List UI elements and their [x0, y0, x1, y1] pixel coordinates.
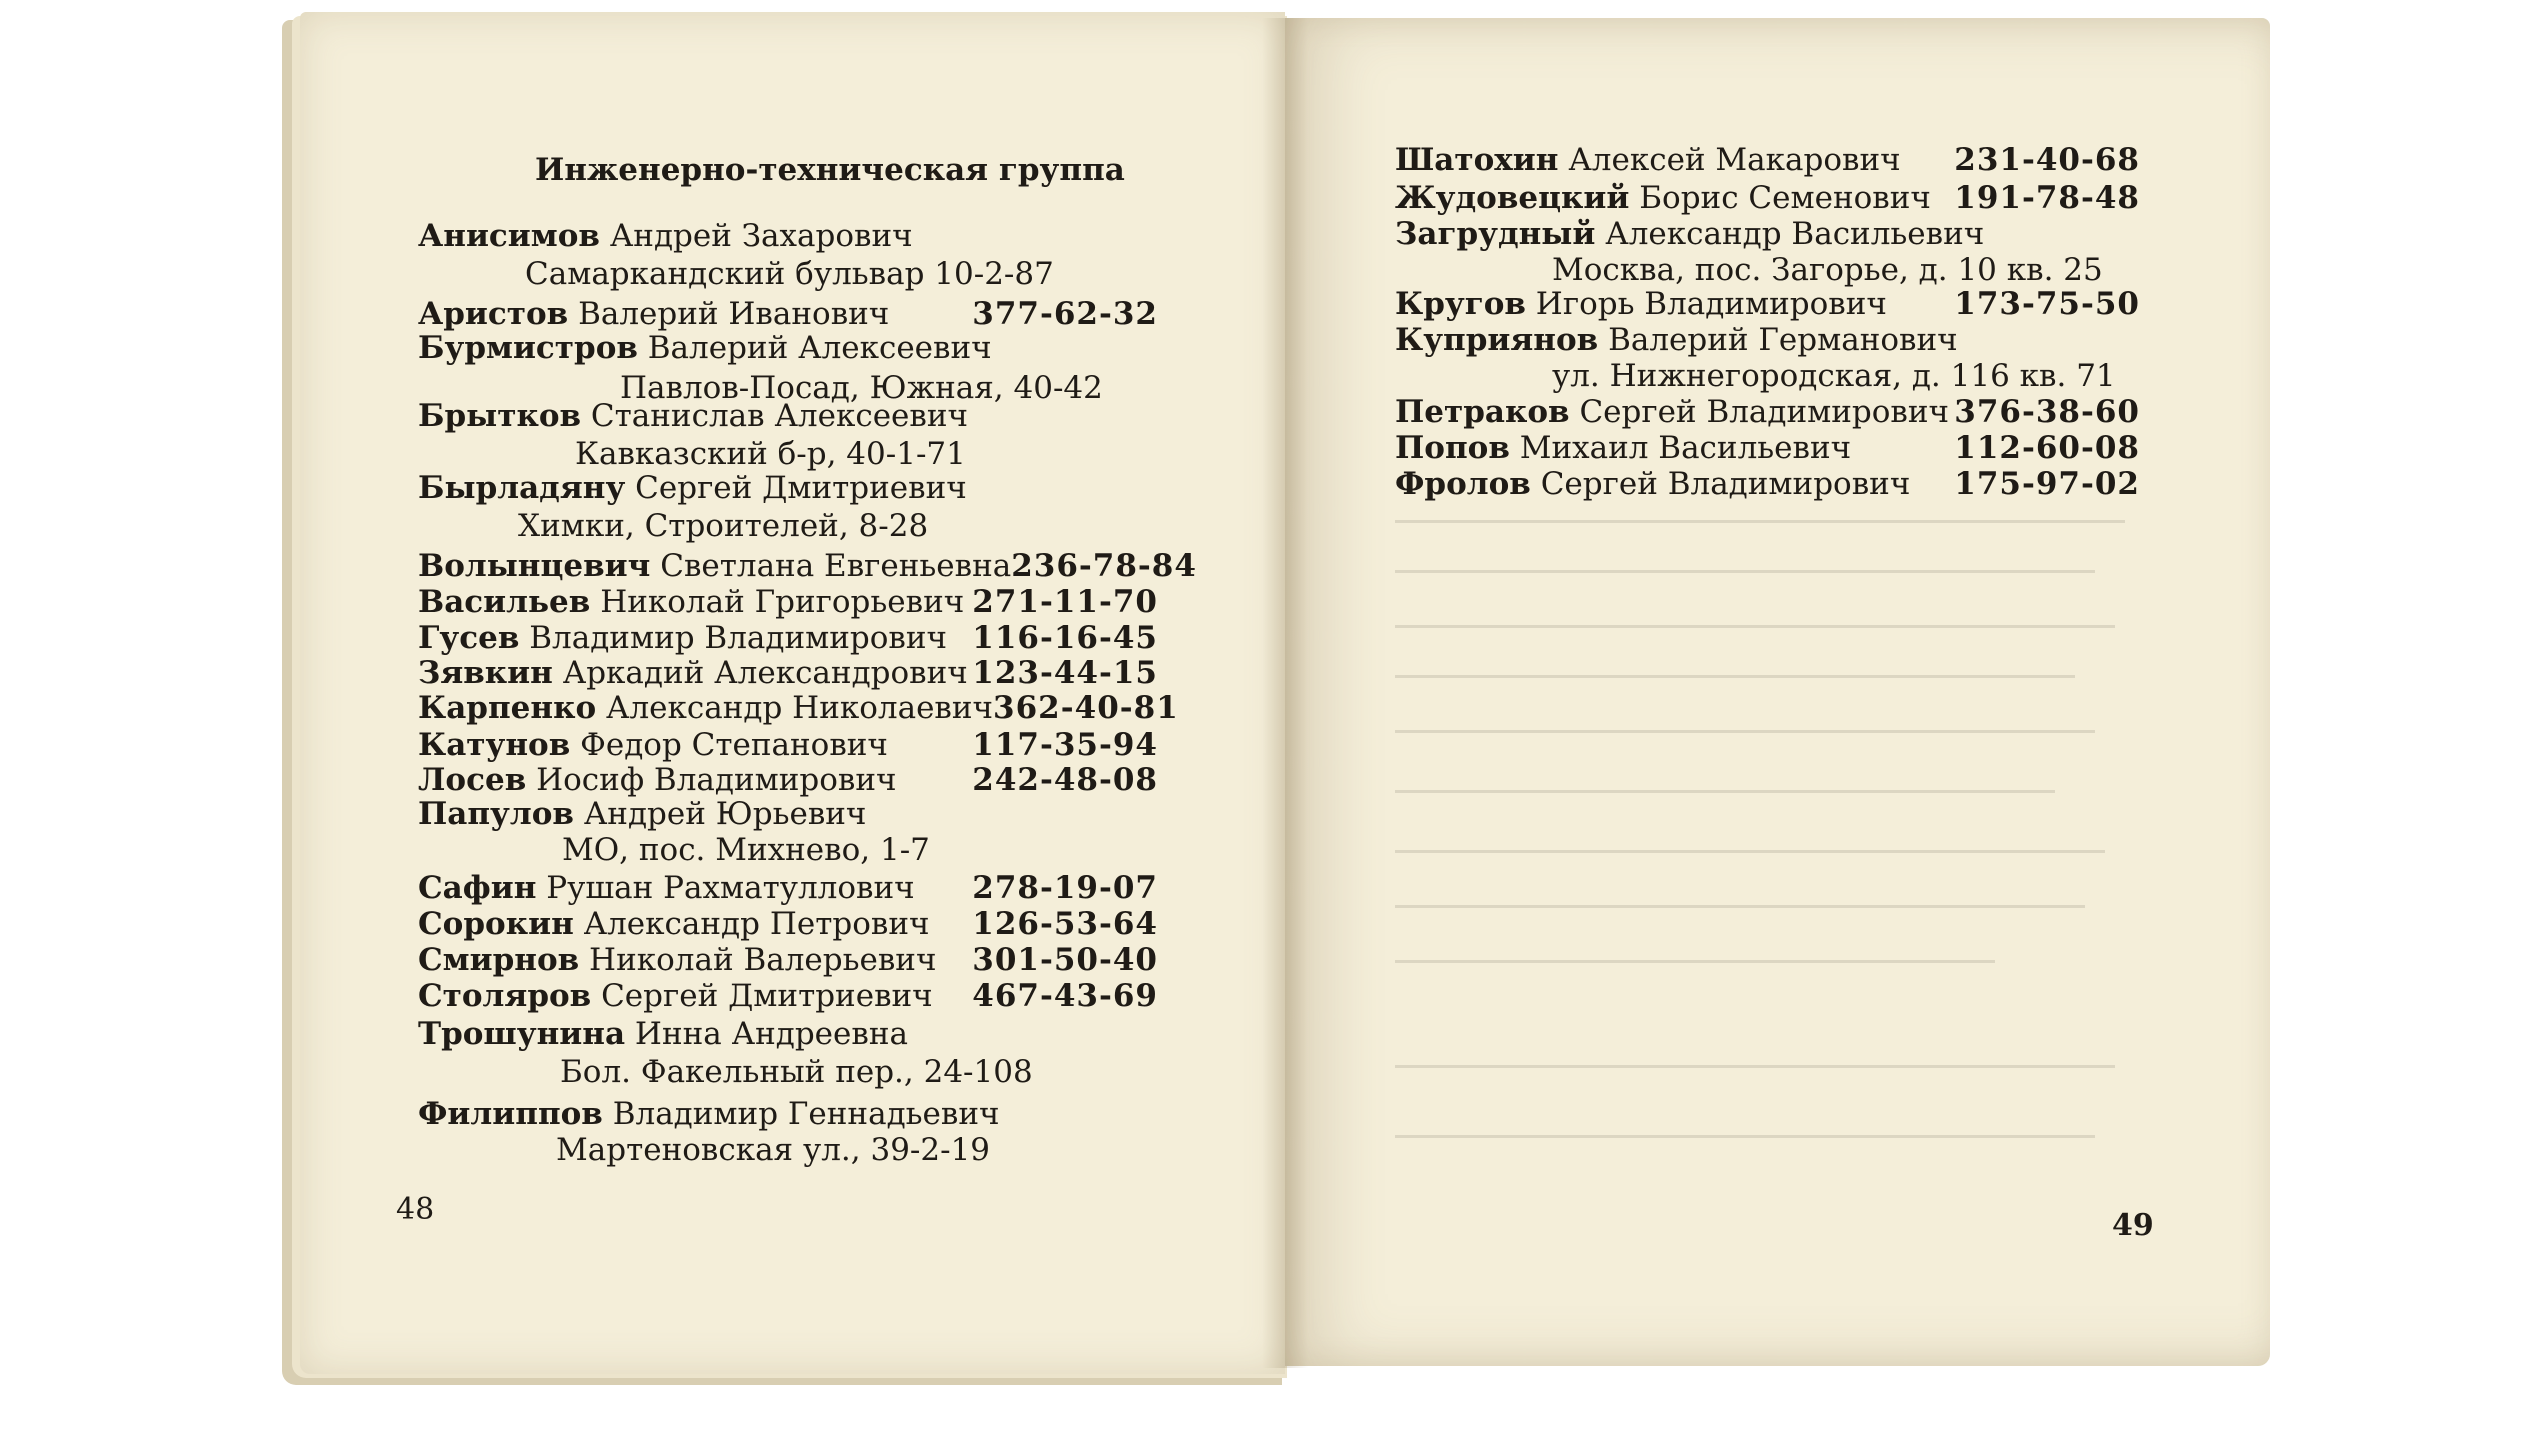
- entry-surname: Столяров: [418, 978, 592, 1014]
- entry-name: [418, 870, 915, 906]
- entry-given-names: Аркадий Александрович: [562, 655, 968, 691]
- entry-given-names: Сергей Владимирович: [1540, 466, 1911, 502]
- entry-name: [418, 906, 929, 942]
- entry-name: [1395, 286, 1887, 322]
- entry-surname: Куприянов: [1395, 322, 1599, 358]
- entry-surname: Гусев: [418, 620, 520, 656]
- entry-name: [418, 330, 992, 366]
- entry-given-names: Валерий Германович: [1608, 322, 1958, 358]
- directory-entry: [418, 330, 1158, 366]
- entry-given-names: Сергей Дмитриевич: [635, 470, 967, 506]
- book-gutter: [1262, 18, 1308, 1368]
- entry-given-names: Сергей Владимирович: [1579, 394, 1950, 430]
- entry-surname: Филиппов: [418, 1096, 603, 1132]
- entry-phone: 126-53-64: [972, 906, 1158, 942]
- entry-address: Павлов-Посад, Южная, 40-42: [620, 370, 1103, 406]
- entry-given-names: Андрей Юрьевич: [583, 796, 867, 832]
- entry-given-names: Валерий Алексеевич: [647, 330, 992, 366]
- entry-surname: Фролов: [1395, 466, 1531, 502]
- entry-surname: Катунов: [418, 727, 571, 763]
- entry-surname: Бурмистров: [418, 330, 638, 366]
- entry-address: Москва, пос. Загорье, д. 10 кв. 25: [1552, 252, 2103, 288]
- entry-phone: 301-50-40: [972, 942, 1158, 978]
- entry-given-names: Владимир Геннадьевич: [612, 1096, 1000, 1132]
- entry-phone: 236-78-84: [1011, 548, 1197, 584]
- entry-given-names: Рушан Рахматуллович: [546, 870, 915, 906]
- directory-entry: [418, 1016, 1158, 1052]
- entry-surname: Волынцевич: [418, 548, 651, 584]
- entry-name: [1395, 216, 1984, 252]
- entry-given-names: Александр Петрович: [583, 906, 930, 942]
- entry-address: ул. Нижнегородская, д. 116 кв. 71: [1552, 358, 2116, 394]
- entry-surname: Лосев: [418, 762, 527, 798]
- entry-name: [1395, 430, 1851, 466]
- entry-given-names: Михаил Васильевич: [1519, 430, 1852, 466]
- entry-phone: 231-40-68: [1954, 142, 2140, 178]
- entry-address: Мартеновская ул., 39-2-19: [556, 1132, 991, 1168]
- entry-name: [418, 978, 933, 1014]
- entry-given-names: Федор Степанович: [580, 727, 888, 763]
- directory-entry: [1395, 216, 2140, 252]
- directory-entry: [418, 218, 1158, 254]
- entry-phone: 123-44-15: [972, 655, 1158, 691]
- entry-phone: 116-16-45: [972, 620, 1158, 656]
- entry-name: [418, 548, 1011, 584]
- directory-entry: [418, 870, 1158, 906]
- entry-name: [1395, 180, 1931, 216]
- entry-given-names: Александр Васильевич: [1605, 216, 1985, 252]
- directory-entry: [1395, 394, 2140, 430]
- directory-entry: [418, 906, 1158, 942]
- entry-surname: Загрудный: [1395, 216, 1596, 252]
- entry-name: [418, 584, 964, 620]
- directory-entry: [418, 470, 1158, 506]
- directory-entry: [418, 978, 1158, 1014]
- entry-address: Химки, Строителей, 8-28: [518, 508, 929, 544]
- entry-phone: 278-19-07: [972, 870, 1158, 906]
- entry-phone: 376-38-60: [1954, 394, 2140, 430]
- entry-given-names: Андрей Захарович: [609, 218, 913, 254]
- entry-phone: 377-62-32: [972, 296, 1158, 332]
- entry-surname: Аристов: [418, 296, 569, 332]
- directory-entry: [418, 584, 1158, 620]
- entry-name: [418, 296, 889, 332]
- entry-phone: 173-75-50: [1954, 286, 2140, 322]
- entry-address: Кавказский б-р, 40-1-71: [575, 436, 966, 472]
- directory-entry: [418, 655, 1158, 691]
- entry-name: [1395, 394, 1949, 430]
- directory-entry: [418, 690, 1179, 726]
- entry-surname: Смирнов: [418, 942, 580, 978]
- entry-surname: Жудовецкий: [1395, 180, 1630, 216]
- entry-surname: Брытков: [418, 398, 582, 434]
- entry-given-names: Валерий Иванович: [578, 296, 890, 332]
- entry-address: Бол. Факельный пер., 24-108: [560, 1054, 1033, 1090]
- entry-surname: Зявкин: [418, 655, 553, 691]
- directory-entry: [418, 942, 1158, 978]
- entry-name: [418, 762, 897, 798]
- entry-given-names: Иосиф Владимирович: [536, 762, 897, 798]
- directory-entry: [418, 762, 1158, 798]
- entry-given-names: Алексей Макарович: [1568, 142, 1901, 178]
- entry-surname: Сорокин: [418, 906, 574, 942]
- entry-surname: Бырладяну: [418, 470, 626, 506]
- entry-name: [418, 218, 913, 254]
- entry-given-names: Станислав Алексеевич: [590, 398, 968, 434]
- directory-entry: [1395, 430, 2140, 466]
- entry-given-names: Борис Семенович: [1639, 180, 1931, 216]
- entry-name: [1395, 322, 1958, 358]
- entry-phone: 175-97-02: [1954, 466, 2140, 502]
- directory-entry: [418, 296, 1158, 332]
- entry-surname: Папулов: [418, 796, 574, 832]
- entry-phone: 117-35-94: [972, 727, 1158, 763]
- entry-name: [418, 398, 968, 434]
- entry-given-names: Николай Валерьевич: [589, 942, 937, 978]
- entry-surname: Попов: [1395, 430, 1510, 466]
- page-number-right: 49: [2112, 1208, 2154, 1243]
- entry-address: МО, пос. Михнево, 1-7: [562, 832, 930, 868]
- directory-entry: [418, 398, 1158, 434]
- entry-phone: 362-40-81: [993, 690, 1179, 726]
- entry-name: [418, 1016, 908, 1052]
- entry-name: [418, 470, 967, 506]
- entry-given-names: Инна Андреевна: [634, 1016, 908, 1052]
- entry-surname: Анисимов: [418, 218, 600, 254]
- entry-phone: 191-78-48: [1954, 180, 2140, 216]
- directory-entry: [1395, 286, 2140, 322]
- entry-given-names: Сергей Дмитриевич: [601, 978, 933, 1014]
- entry-surname: Шатохин: [1395, 142, 1559, 178]
- entry-phone: 112-60-08: [1954, 430, 2140, 466]
- entry-surname: Васильев: [418, 584, 591, 620]
- entry-phone: 467-43-69: [972, 978, 1158, 1014]
- entry-name: [418, 1096, 1000, 1132]
- directory-entry: [1395, 142, 2140, 178]
- directory-entry: [418, 620, 1158, 656]
- entry-given-names: Александр Николаевич: [606, 690, 994, 726]
- entry-given-names: Николай Григорьевич: [600, 584, 965, 620]
- entry-given-names: Владимир Владимирович: [529, 620, 948, 656]
- directory-entry: [418, 796, 1158, 832]
- entry-phone: 271-11-70: [972, 584, 1158, 620]
- entry-name: [418, 796, 866, 832]
- entry-surname: Сафин: [418, 870, 537, 906]
- directory-entry: [418, 727, 1158, 763]
- directory-entry: [1395, 466, 2140, 502]
- entry-surname: Петраков: [1395, 394, 1570, 430]
- entry-name: [418, 690, 993, 726]
- directory-entry: [1395, 180, 2140, 216]
- entry-given-names: Светлана Евгеньевна: [660, 548, 1012, 584]
- directory-entry: [418, 1096, 1158, 1132]
- entry-name: [418, 620, 947, 656]
- entry-phone: 242-48-08: [972, 762, 1158, 798]
- entry-name: [418, 942, 936, 978]
- directory-entry: [1395, 322, 2140, 358]
- entry-name: [1395, 466, 1910, 502]
- entry-address: Самаркандский бульвар 10-2-87: [525, 256, 1054, 292]
- entry-name: [1395, 142, 1901, 178]
- entry-name: [418, 727, 888, 763]
- entry-name: [418, 655, 968, 691]
- entry-given-names: Игорь Владимирович: [1535, 286, 1887, 322]
- directory-entry: [418, 548, 1197, 584]
- entry-surname: Карпенко: [418, 690, 597, 726]
- section-heading: Инженерно-техническая группа: [535, 152, 1125, 188]
- page-number-left: 48: [396, 1192, 435, 1227]
- entry-surname: Кругов: [1395, 286, 1526, 322]
- entry-surname: Трошунина: [418, 1016, 626, 1052]
